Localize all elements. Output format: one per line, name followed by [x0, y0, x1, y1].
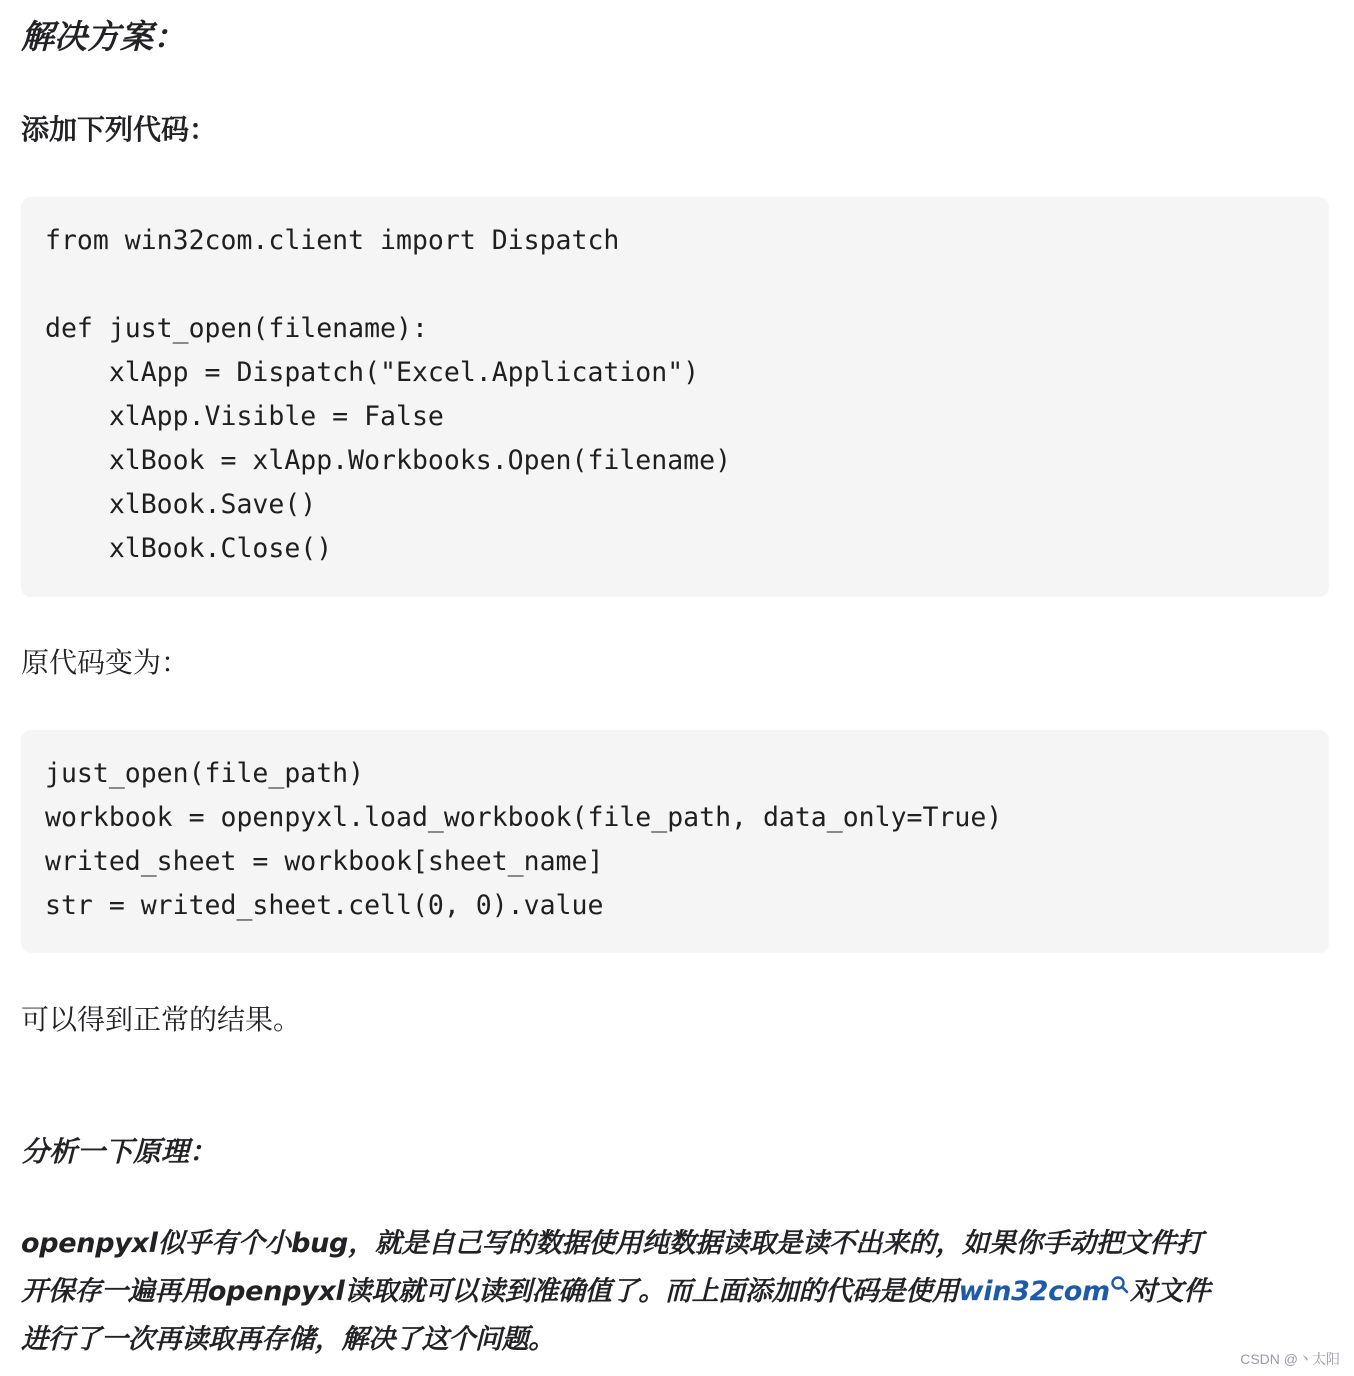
analysis-line-2-after: 对文件	[1129, 1276, 1210, 1307]
add-code-label: 添加下列代码：	[21, 113, 218, 146]
code-line: str = writed_sheet.cell(0, 0).value	[45, 890, 604, 921]
code-block-load-workbook[interactable]	[21, 730, 1329, 953]
code-block-dispatch[interactable]	[21, 197, 1329, 597]
win32com-link-text: win32com	[958, 1276, 1110, 1307]
analysis-line-2-before: 开保存一遍再用openpyxl读取就可以读到准确值了。而上面添加的代码是使用	[21, 1276, 959, 1307]
analysis-heading: 分析一下原理：	[21, 1135, 218, 1168]
analysis-line-2	[21, 1268, 1329, 1316]
analysis-line-3: 进行了一次再读取再存储，解决了这个问题。	[21, 1324, 555, 1355]
search-icon	[1110, 1274, 1130, 1298]
csdn-watermark: CSDN @丶太阳	[1240, 1351, 1340, 1367]
analysis-paragraph	[21, 1220, 1329, 1364]
code-line: xlBook = xlApp.Workbooks.Open(filename)	[45, 445, 732, 476]
code-line: def just_open(filename):	[45, 313, 428, 344]
result-text: 可以得到正常的结果。	[21, 1003, 302, 1036]
solution-heading: 解决方案：	[21, 17, 186, 56]
code-line: xlApp.Visible = False	[45, 401, 444, 432]
code-line: xlApp = Dispatch("Excel.Application")	[45, 357, 700, 388]
code-line: workbook = openpyxl.load_workbook(file_path, data_only=True)	[45, 802, 1003, 833]
code-line	[45, 263, 1305, 307]
analysis-line-1: openpyxl似乎有个小bug，就是自己写的数据使用纯数据读取是读不出来的，如果你手动把文件打	[21, 1228, 1203, 1259]
code-line: xlBook.Save()	[45, 489, 317, 520]
code-line: from win32com.client import Dispatch	[45, 225, 620, 256]
win32com-link[interactable]	[959, 1276, 1130, 1307]
code-line: writed_sheet = workbook[sheet_name]	[45, 846, 604, 877]
code-line: just_open(file_path)	[45, 758, 365, 789]
original-code-label: 原代码变为：	[21, 646, 190, 679]
code-line: xlBook.Close()	[45, 533, 333, 564]
